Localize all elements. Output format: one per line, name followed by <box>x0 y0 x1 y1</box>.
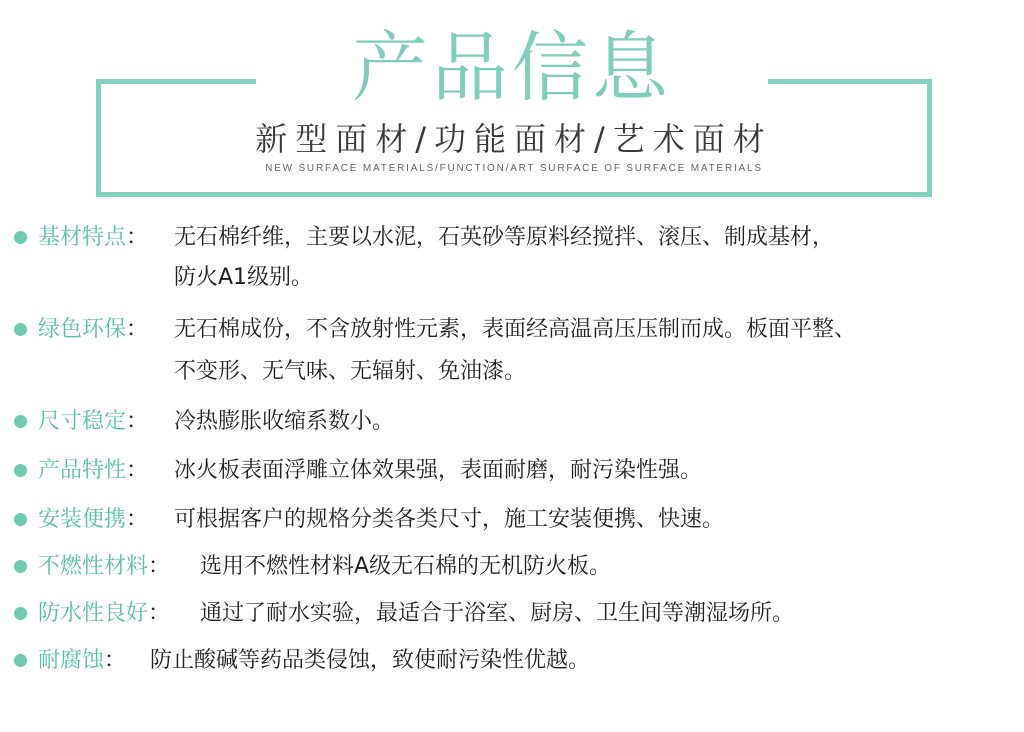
item-label: 产品特性： <box>38 458 149 483</box>
item-label: 安装便携： <box>38 507 149 532</box>
item-text: 通过了耐水实验，最适合于浴室、厨房、卫生间等潮湿场所。 <box>200 601 795 626</box>
bullet-dot-icon <box>14 654 27 667</box>
page-subtitle: 新型面材/功能面材/艺术面材 <box>255 120 773 158</box>
item-text-continued: 不变形、无气味、无辐射、免油漆。 <box>174 359 527 384</box>
bullet-dot-icon <box>14 560 27 573</box>
item-text: 无石棉成份，不含放射性元素，表面经高温高压压制而成。板面平整、 <box>174 317 857 342</box>
item-label: 基材特点： <box>38 225 149 250</box>
bullet-dot-icon <box>14 231 27 244</box>
page-title: 产品信息 <box>352 23 672 112</box>
item-text: 可根据客户的规格分类各类尺寸，施工安装便携、快速。 <box>174 507 725 532</box>
item-text: 无石棉纤维，主要以水泥，石英砂等原料经搅拌、滚压、制成基材， <box>174 225 835 250</box>
item-text: 选用不燃性材料A级无石棉的无机防火板。 <box>200 554 612 579</box>
bullet-dot-icon <box>14 415 27 428</box>
page-subtitle-english: NEW SURFACE MATERIALS/FUNCTION/ART SURFACE OF SURFACE MATERIALS <box>265 163 763 174</box>
item-text-continued: 防火A1级别。 <box>174 265 314 290</box>
item-text: 冰火板表面浮雕立体效果强，表面耐磨，耐污染性强。 <box>174 458 703 483</box>
item-label: 不燃性材料： <box>38 554 171 579</box>
item-label: 防水性良好： <box>38 601 171 626</box>
item-text: 冷热膨胀收缩系数小。 <box>174 409 395 434</box>
item-label: 耐腐蚀： <box>38 648 127 673</box>
bullet-dot-icon <box>14 464 27 477</box>
bullet-dot-icon <box>14 323 27 336</box>
item-label: 绿色环保： <box>38 317 149 342</box>
item-text: 防止酸碱等药品类侵蚀，致使耐污染性优越。 <box>150 648 591 673</box>
item-label: 尺寸稳定： <box>38 409 149 434</box>
bullet-dot-icon <box>14 607 27 620</box>
bullet-dot-icon <box>14 513 27 526</box>
